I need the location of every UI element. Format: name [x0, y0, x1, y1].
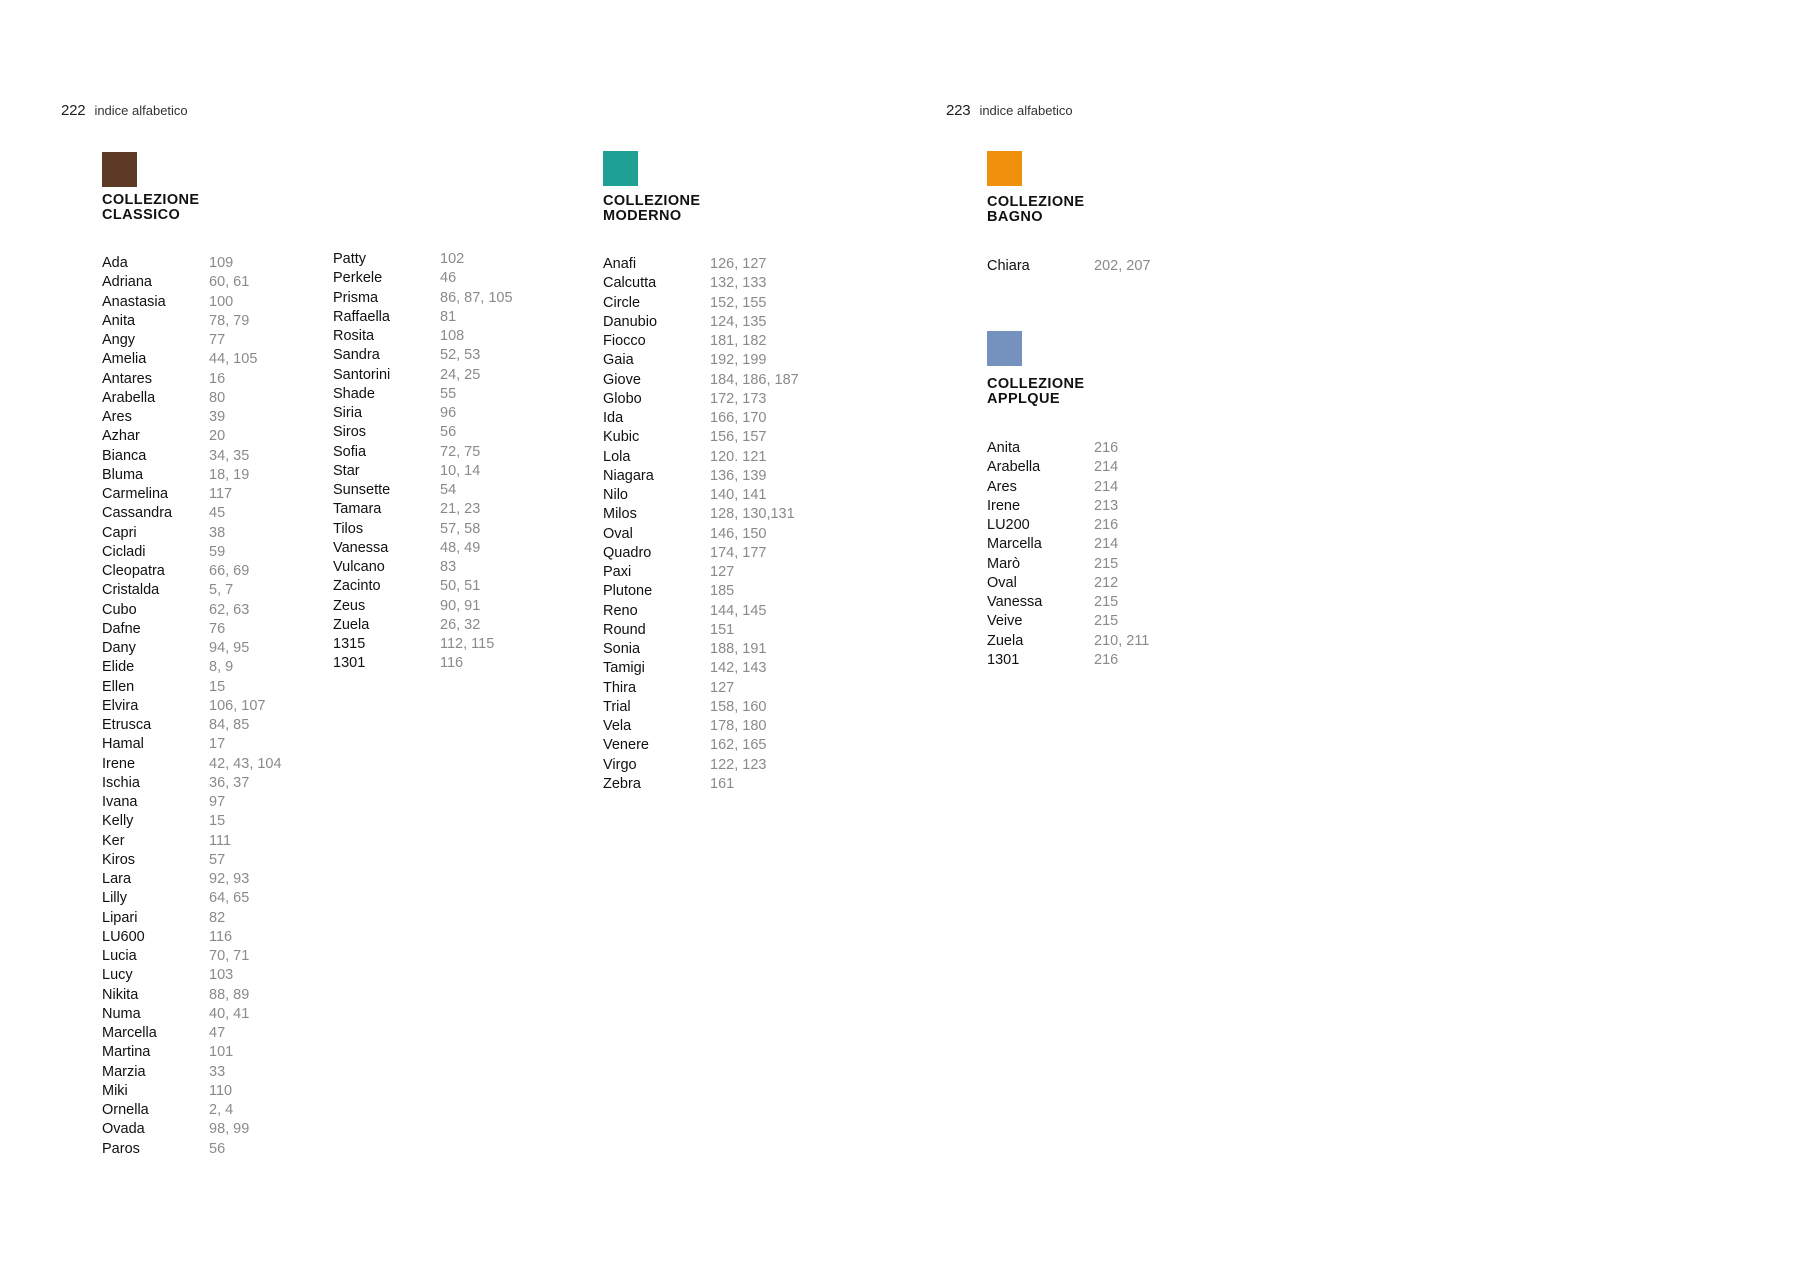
- entry-pages: 70, 71: [209, 948, 250, 964]
- entry-name: Vela: [603, 718, 632, 734]
- entry-pages: 116: [209, 928, 233, 945]
- entry-pages: 56: [440, 424, 457, 441]
- entry-pages: 181, 182: [710, 333, 767, 349]
- entry-pages: 215: [1094, 594, 1119, 610]
- entry-pages: 117: [209, 486, 233, 502]
- entry-pages: 142, 143: [710, 660, 767, 677]
- entry-pages: 132, 133: [710, 275, 767, 292]
- entry-name: Paxi: [603, 564, 632, 580]
- entry-name: Vanessa: [333, 539, 389, 556]
- entry-pages: 136, 139: [710, 467, 767, 484]
- entry-name: Fiocco: [603, 333, 646, 349]
- entry-name: Kubic: [603, 429, 640, 446]
- entry-name: Quadro: [603, 544, 652, 561]
- entry-pages: 108: [440, 328, 465, 344]
- entry-name: Ida: [603, 410, 624, 426]
- entry-pages: 81: [440, 308, 457, 325]
- entry-pages: 92, 93: [209, 871, 250, 887]
- collection-title-line: MODERNO: [603, 208, 682, 224]
- entry-pages: 16: [209, 370, 226, 387]
- entry-name: Patty: [333, 251, 367, 267]
- entry-name: Zacinto: [333, 578, 381, 595]
- entry-name: Etrusca: [102, 717, 152, 733]
- entry-name: Ker: [102, 832, 125, 849]
- entry-pages: 90, 91: [440, 597, 481, 614]
- entry-pages: 39: [209, 409, 226, 425]
- entry-name: Siria: [333, 405, 363, 421]
- entry-name: Round: [603, 621, 646, 638]
- entry-name: Globo: [603, 390, 642, 407]
- entry-pages: 96: [440, 405, 457, 421]
- entry-name: Ornella: [102, 1102, 149, 1118]
- entry-name: Ivana: [102, 794, 138, 810]
- classico-color-swatch: [102, 152, 137, 187]
- entry-name: Ischia: [102, 774, 140, 791]
- entry-pages: 42, 43, 104: [209, 755, 282, 772]
- entry-name: Lola: [603, 448, 631, 465]
- entry-pages: 214: [1094, 536, 1119, 553]
- entry-name: Paros: [102, 1140, 140, 1157]
- entry-pages: 17: [209, 736, 226, 753]
- entry-name: Trial: [603, 698, 631, 715]
- entry-pages: 77: [209, 332, 226, 348]
- entry-pages: 152, 155: [710, 294, 767, 311]
- entry-name: Siros: [333, 424, 367, 441]
- entry-pages: 212: [1094, 574, 1119, 591]
- entry-name: Raffaella: [333, 308, 390, 325]
- entry-name: Lucia: [102, 948, 137, 964]
- entry-pages: 59: [209, 543, 226, 560]
- entry-pages: 44, 105: [209, 351, 258, 368]
- entry-name: Adriana: [102, 274, 152, 291]
- entry-pages: 162, 165: [710, 737, 767, 754]
- entry-pages: 192, 199: [710, 352, 767, 369]
- page-section-label: indice alfabetico: [94, 103, 188, 118]
- entry-pages: 94, 95: [209, 640, 250, 656]
- entry-name: 1315: [333, 636, 366, 652]
- entry-name: Cicladi: [102, 543, 146, 560]
- entry-name: Lipari: [102, 909, 138, 926]
- entry-pages: 151: [710, 621, 735, 638]
- entry-pages: 86, 87, 105: [440, 289, 513, 306]
- entry-name: Marcella: [987, 536, 1042, 553]
- entry-pages: 216: [1094, 440, 1119, 456]
- entry-name: Bluma: [102, 466, 144, 483]
- entry-name: Gaia: [603, 352, 634, 369]
- entry-pages: 72, 75: [440, 443, 481, 460]
- entry-pages: 56: [209, 1140, 226, 1157]
- entry-pages: 33: [209, 1063, 226, 1080]
- entry-name: 1301: [987, 651, 1020, 668]
- entry-name: Sonia: [603, 641, 641, 657]
- entry-pages: 52, 53: [440, 347, 481, 364]
- entry-pages: 26, 32: [440, 616, 481, 633]
- collection-title-line: CLASSICO: [102, 207, 181, 223]
- entry-name: Circle: [603, 294, 641, 311]
- entry-name: Zuela: [333, 616, 370, 633]
- entry-name: Sunsette: [333, 482, 391, 498]
- entry-pages: 57: [209, 851, 226, 868]
- entry-pages: 120. 121: [710, 448, 767, 465]
- entry-pages: 158, 160: [710, 698, 767, 715]
- entry-pages: 172, 173: [710, 390, 767, 407]
- entry-name: Tilos: [333, 520, 364, 537]
- entry-pages: 54: [440, 482, 457, 498]
- entry-name: Capri: [102, 524, 137, 541]
- entry-name: Tamigi: [603, 660, 645, 677]
- entry-pages: 40, 41: [209, 1005, 250, 1022]
- entry-name: Ovada: [102, 1121, 145, 1138]
- entry-pages: 78, 79: [209, 312, 250, 329]
- collection-title-line: BAGNO: [987, 209, 1043, 225]
- entry-name: Numa: [102, 1005, 141, 1022]
- entry-name: Thira: [603, 679, 637, 696]
- collection-title-line: COLLEZIONE: [987, 376, 1085, 392]
- entry-name: Lilly: [102, 890, 127, 907]
- entry-pages: 15: [209, 813, 226, 830]
- entry-name: Vanessa: [987, 594, 1043, 610]
- entry-pages: 185: [710, 583, 735, 600]
- entry-name: Sofia: [333, 443, 367, 460]
- entry-name: Calcutta: [603, 275, 657, 292]
- entry-pages: 34, 35: [209, 447, 250, 464]
- entry-pages: 82: [209, 909, 226, 926]
- page-section-label: indice alfabetico: [979, 103, 1073, 118]
- entry-name: Zeus: [333, 597, 366, 614]
- entry-name: Sandra: [333, 347, 380, 364]
- bagno-color-swatch: [987, 151, 1022, 186]
- page-header-right: [946, 102, 1073, 119]
- entry-pages: 64, 65: [209, 890, 250, 907]
- collection-title-line: APPLQUE: [987, 391, 1060, 407]
- entry-pages: 46: [440, 270, 457, 287]
- entry-pages: 50, 51: [440, 578, 481, 595]
- entry-name: Dany: [102, 640, 136, 656]
- entry-name: Venere: [603, 737, 649, 754]
- entry-pages: 8, 9: [209, 659, 234, 676]
- entry-name: Kelly: [102, 813, 134, 830]
- entry-pages: 161: [710, 775, 735, 792]
- bagno-collection-title: [987, 195, 1084, 225]
- entry-pages: 140, 141: [710, 487, 767, 503]
- entry-name: Perkele: [333, 270, 383, 287]
- entry-name: Bianca: [102, 447, 147, 464]
- entry-pages: 215: [1094, 613, 1119, 630]
- entry-pages: 80: [209, 389, 226, 406]
- entry-pages: 18, 19: [209, 466, 250, 483]
- entry-pages: 76: [209, 620, 226, 637]
- entry-name: Ellen: [102, 678, 135, 695]
- entry-pages: 188, 191: [710, 641, 767, 657]
- entry-name: Prisma: [333, 289, 379, 306]
- entry-pages: 122, 123: [710, 756, 767, 773]
- page-header-left: [61, 102, 188, 119]
- entry-pages: 146, 150: [710, 525, 767, 542]
- entry-pages: 111: [209, 832, 232, 849]
- entry-name: Amelia: [102, 351, 147, 368]
- entry-name: Antares: [102, 370, 152, 387]
- entry-pages: 166, 170: [710, 410, 767, 426]
- entry-pages: 124, 135: [710, 313, 767, 330]
- entry-pages: 126, 127: [710, 256, 767, 272]
- entry-name: Milos: [603, 506, 637, 523]
- entry-name: Cleopatra: [102, 563, 165, 579]
- applique-collection-title: [987, 377, 1084, 407]
- entry-name: Kiros: [102, 851, 136, 868]
- entry-pages: 127: [710, 564, 735, 580]
- entry-pages: 106, 107: [209, 697, 266, 714]
- entry-pages: 21, 23: [440, 501, 481, 518]
- entry-pages: 60, 61: [209, 274, 250, 291]
- entry-pages: 215: [1094, 555, 1119, 572]
- entry-pages: 144, 145: [710, 602, 767, 619]
- entry-name: Anita: [102, 312, 136, 329]
- entry-name: Anafi: [603, 256, 637, 272]
- entry-pages: 109: [209, 255, 234, 271]
- entry-pages: 213: [1094, 497, 1119, 514]
- entry-name: Irene: [987, 497, 1021, 514]
- page-number: 223: [946, 102, 971, 119]
- entry-pages: 110: [209, 1082, 233, 1099]
- entry-name: Marcella: [102, 1025, 157, 1041]
- entry-pages: 100: [209, 293, 234, 310]
- entry-name: Angy: [102, 332, 136, 348]
- entry-name: Marò: [987, 555, 1021, 572]
- entry-pages: 156, 157: [710, 429, 767, 446]
- entry-name: Ares: [987, 478, 1017, 495]
- entry-name: Arabella: [987, 459, 1041, 476]
- entry-pages: 20: [209, 428, 226, 445]
- entry-name: Dafne: [102, 620, 141, 637]
- entry-name: Oval: [987, 574, 1017, 591]
- entry-name: Nikita: [102, 986, 139, 1003]
- entry-name: Elvira: [102, 697, 139, 714]
- entry-name: Azhar: [102, 428, 140, 445]
- entry-pages: 57, 58: [440, 520, 481, 537]
- entry-name: Lara: [102, 871, 132, 887]
- entry-pages: 116: [440, 655, 464, 672]
- entry-name: Anita: [987, 440, 1021, 456]
- entry-pages: 178, 180: [710, 718, 767, 734]
- entry-pages: 45: [209, 505, 226, 522]
- entry-name: Nilo: [603, 487, 628, 503]
- entry-name: Ares: [102, 409, 132, 425]
- entry-name: Danubio: [603, 313, 658, 330]
- entry-pages: 62, 63: [209, 601, 250, 618]
- entry-pages: 174, 177: [710, 544, 767, 561]
- entry-pages: 97: [209, 794, 226, 810]
- moderno-color-swatch: [603, 151, 638, 186]
- entry-name: Shade: [333, 385, 375, 402]
- entry-pages: 102: [440, 251, 465, 267]
- entry-pages: 214: [1094, 459, 1119, 476]
- entry-name: Star: [333, 462, 360, 479]
- entry-pages: 83: [440, 559, 457, 575]
- entry-name: Ada: [102, 255, 128, 271]
- entry-name: Plutone: [603, 583, 653, 600]
- collection-title-line: COLLEZIONE: [102, 192, 200, 208]
- applique-color-swatch: [987, 331, 1022, 366]
- entry-pages: 214: [1094, 478, 1119, 495]
- entry-name: Chiara: [987, 258, 1030, 274]
- classico-collection-title: [102, 193, 199, 223]
- entry-name: Tamara: [333, 501, 382, 518]
- entry-pages: 24, 25: [440, 366, 481, 383]
- entry-pages: 2, 4: [209, 1102, 234, 1118]
- entry-name: Carmelina: [102, 486, 169, 502]
- entry-name: Irene: [102, 755, 136, 772]
- entry-pages: 38: [209, 524, 226, 541]
- entry-pages: 112, 115: [440, 636, 495, 652]
- entry-pages: 5, 7: [209, 582, 234, 599]
- entry-name: Santorini: [333, 366, 391, 383]
- entry-pages: 202, 207: [1094, 258, 1151, 274]
- entry-name: Virgo: [603, 756, 637, 773]
- entry-name: Hamal: [102, 736, 144, 753]
- entry-pages: 66, 69: [209, 563, 250, 579]
- entry-name: Oval: [603, 525, 633, 542]
- entry-name: Cubo: [102, 601, 137, 618]
- entry-name: Anastasia: [102, 293, 166, 310]
- entry-name: Elide: [102, 659, 135, 676]
- entry-name: Cristalda: [102, 582, 160, 599]
- entry-pages: 36, 37: [209, 774, 250, 791]
- entry-pages: 47: [209, 1025, 226, 1041]
- moderno-collection-title: [603, 194, 700, 224]
- entry-name: Zuela: [987, 632, 1024, 649]
- entry-pages: 128, 130,131: [710, 506, 795, 523]
- entry-pages: 101: [209, 1044, 234, 1061]
- entry-name: Lucy: [102, 967, 133, 984]
- entry-name: Miki: [102, 1082, 128, 1099]
- entry-pages: 15: [209, 678, 226, 695]
- collection-title-line: COLLEZIONE: [603, 193, 701, 209]
- entry-name: Vulcano: [333, 559, 385, 575]
- entry-pages: 55: [440, 385, 457, 402]
- entry-name: Rosita: [333, 328, 375, 344]
- entry-name: Arabella: [102, 389, 156, 406]
- entry-pages: 210, 211: [1094, 632, 1150, 649]
- entry-pages: 88, 89: [209, 986, 250, 1003]
- entry-pages: 216: [1094, 517, 1119, 533]
- page-number: 222: [61, 102, 86, 119]
- entry-pages: 98, 99: [209, 1121, 250, 1138]
- entry-name: LU200: [987, 517, 1030, 533]
- entry-name: Giove: [603, 371, 641, 388]
- entry-name: Niagara: [603, 467, 654, 484]
- entry-name: Zebra: [603, 775, 641, 792]
- entry-name: Cassandra: [102, 505, 173, 522]
- entry-name: Veive: [987, 613, 1023, 630]
- entry-pages: 216: [1094, 651, 1119, 668]
- entry-name: LU600: [102, 928, 145, 945]
- entry-pages: 103: [209, 967, 234, 984]
- collection-title-line: COLLEZIONE: [987, 194, 1085, 210]
- entry-pages: 127: [710, 679, 735, 696]
- entry-name: Reno: [603, 602, 638, 619]
- entry-name: Marzia: [102, 1063, 146, 1080]
- entry-pages: 84, 85: [209, 717, 250, 733]
- entry-pages: 48, 49: [440, 539, 481, 556]
- entry-pages: 184, 186, 187: [710, 371, 799, 388]
- entry-name: Martina: [102, 1044, 151, 1061]
- entry-name: 1301: [333, 655, 366, 672]
- entry-pages: 10, 14: [440, 462, 481, 479]
